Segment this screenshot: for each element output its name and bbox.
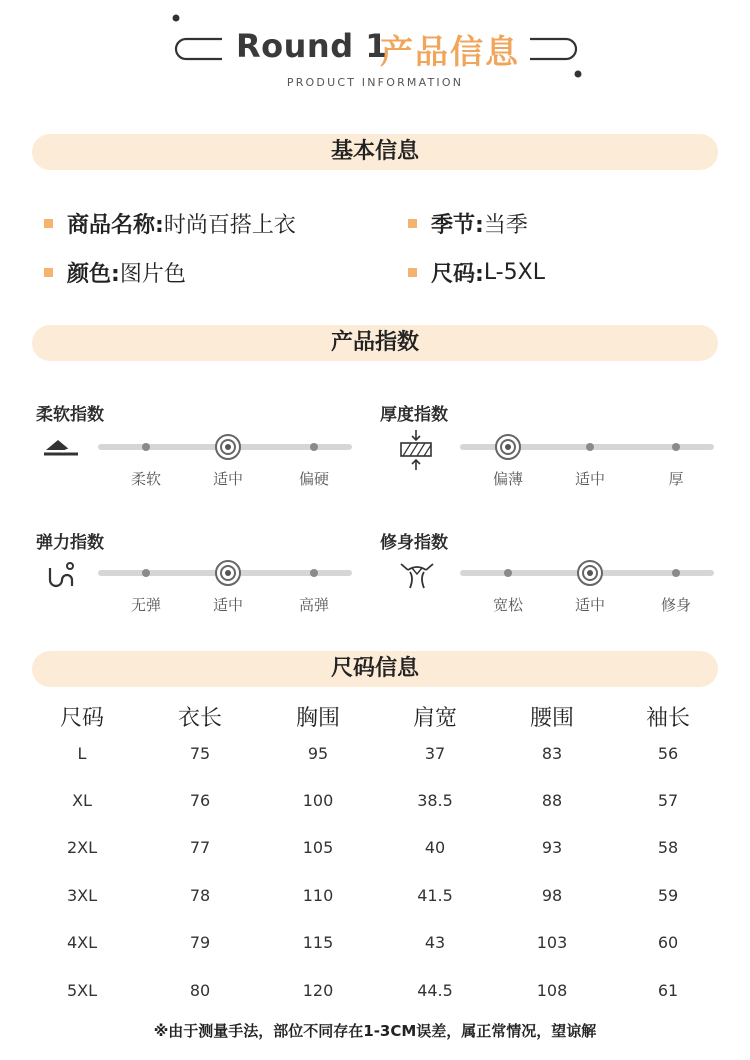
table-header-cell: 胸围 [295,706,340,731]
bullet-icon [44,219,53,228]
info-value: L-5XL [483,260,545,285]
index-title-softness: 柔软指数 [36,405,104,425]
table-cell: L [77,744,87,763]
table-cell: 83 [541,744,563,763]
index-level-label: 高弹 [298,596,329,614]
table-header-cell: 腰围 [529,706,574,731]
index-level-label: 适中 [574,596,605,614]
index-selected-marker [215,434,241,460]
index-title-thickness: 厚度指数 [380,405,448,425]
index-level-label: 修身 [660,596,691,614]
elasticity-icon [46,560,82,590]
table-header-cell: 肩宽 [412,706,457,731]
index-level-label: 宽松 [492,596,523,614]
info-value: 时尚百搭上衣 [163,213,296,238]
table-cell: 3XL [66,886,98,905]
index-level-label: 厚 [668,470,684,488]
table-cell: 100 [302,791,334,810]
index-level-label: 无弹 [130,596,161,614]
table-cell: 38.5 [417,791,453,810]
round-label: Round 1 [236,27,388,65]
section-bar-size [32,651,718,687]
index-level-dot [142,569,150,577]
page-subtitle: PRODUCT INFORMATION [286,76,464,89]
table-cell: 79 [189,933,211,952]
table-cell: 98 [541,886,563,905]
table-cell: XL [72,791,92,810]
section-bar-indices [32,325,718,361]
info-color [44,257,186,288]
table-cell: 61 [657,981,679,1000]
table-cell: 77 [189,838,211,857]
table-cell: 110 [302,886,334,905]
table-cell: 40 [424,838,446,857]
bullet-icon [44,268,53,277]
page-title: 产品信息 [380,32,520,71]
index-selected-marker [577,560,603,586]
table-cell: 115 [302,933,334,952]
info-size [408,257,545,288]
table-cell: 88 [541,791,563,810]
index-level-dot [310,443,318,451]
table-cell: 108 [536,981,568,1000]
index-level-dot [672,443,680,451]
table-cell: 37 [424,744,446,763]
table-cell: 103 [536,933,568,952]
info-season [408,208,528,239]
index-level-label: 适中 [212,596,243,614]
index-level-dot [142,443,150,451]
table-cell: 44.5 [417,981,453,1000]
table-cell: 80 [189,981,211,1000]
index-title-elasticity: 弹力指数 [36,533,104,553]
index-title-fit: 修身指数 [380,533,448,553]
measurement-note: ※由于测量手法，部位不同存在1-3CM误差，属正常情况，望谅解 [153,1022,597,1040]
index-selected-marker [215,560,241,586]
table-cell: 78 [189,886,211,905]
index-level-dot [310,569,318,577]
table-cell: 4XL [66,933,98,952]
index-level-label: 柔软 [130,470,161,488]
fit-icon [398,560,436,590]
table-header-cell: 尺码 [59,706,104,731]
info-key: 季节: [431,213,484,238]
table-cell: 60 [657,933,679,952]
info-key: 颜色: [67,262,120,287]
index-level-label: 偏硬 [298,470,329,488]
index-level-label: 适中 [212,470,243,488]
table-cell: 2XL [66,838,98,857]
thickness-icon [398,430,434,470]
table-header-cell: 袖长 [645,706,690,731]
table-cell: 58 [657,838,679,857]
index-level-label: 偏薄 [492,470,523,488]
table-cell: 43 [424,933,446,952]
section-title-basic: 基本信息 [330,139,419,164]
table-cell: 93 [541,838,563,857]
table-cell: 76 [189,791,211,810]
table-cell: 120 [302,981,334,1000]
index-level-dot [504,569,512,577]
info-key: 尺码: [431,262,484,287]
softness-icon [44,436,80,458]
table-cell: 41.5 [417,886,453,905]
bullet-icon [408,268,417,277]
table-cell: 95 [307,744,329,763]
table-cell: 59 [657,886,679,905]
info-key: 商品名称: [67,213,164,238]
info-product-name [44,208,296,239]
index-selected-marker [495,434,521,460]
table-cell: 57 [657,791,679,810]
index-level-dot [672,569,680,577]
index-level-label: 适中 [574,470,605,488]
section-bar-basic [32,134,718,170]
info-value: 图片色 [119,262,186,287]
index-level-dot [586,443,594,451]
table-cell: 75 [189,744,211,763]
table-cell: 105 [302,838,334,857]
bullet-icon [408,219,417,228]
table-header-cell: 衣长 [177,706,222,731]
section-title-size: 尺码信息 [330,656,419,681]
table-cell: 5XL [66,981,98,1000]
info-value: 当季 [483,213,528,238]
section-title-indices: 产品指数 [330,330,419,355]
table-cell: 56 [657,744,679,763]
